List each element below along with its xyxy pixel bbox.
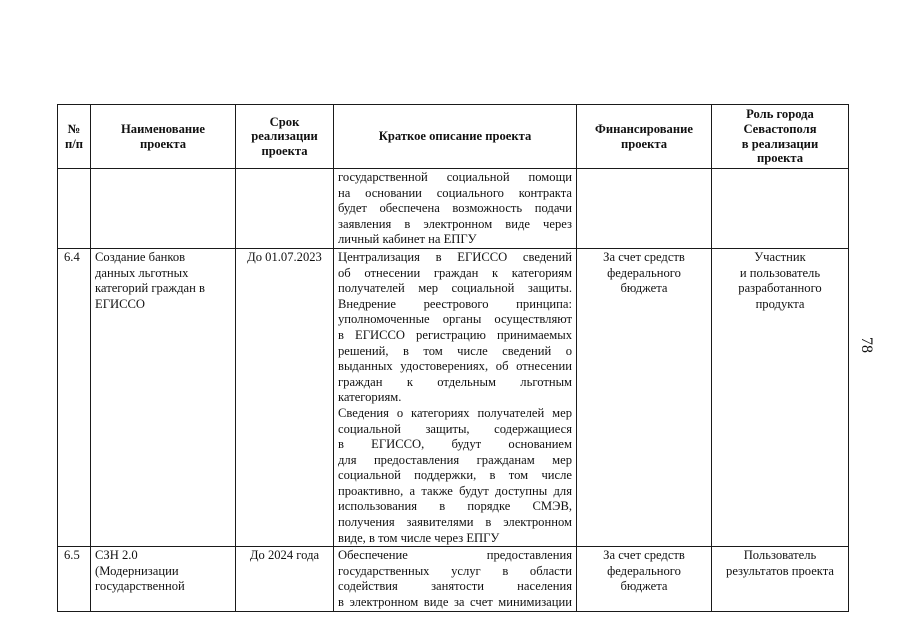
row-6-5-desc-line: Обеспечение предоставления bbox=[338, 548, 572, 563]
row-6-5-fin-line: За счет средств bbox=[603, 548, 685, 563]
row-6-4-desc-line: решений, в том числе сведений о bbox=[338, 343, 572, 358]
header-name bbox=[91, 105, 236, 169]
row-6-4-desc-line: граждан к отдельным льготным bbox=[338, 374, 572, 389]
header-desc bbox=[334, 105, 577, 169]
header-term-line3: проекта bbox=[261, 143, 308, 158]
row-6-4-desc-line: проактивно, а также будут доступны для bbox=[338, 483, 572, 498]
row-6-5-desc-line: в электронном виде за счет минимизации bbox=[338, 595, 572, 610]
cont-desc-line: на основании социального контракта bbox=[338, 185, 572, 200]
row-6-5-desc bbox=[334, 547, 577, 611]
row-6-4-desc-line: в ЕГИССО, будут основанием bbox=[338, 437, 572, 452]
header-term-line2: реализации bbox=[251, 129, 318, 144]
row-6-4-role-line: разработанного bbox=[738, 281, 822, 296]
row-6-5-name-line: (Модернизации bbox=[95, 563, 179, 578]
row-6-4-fin-line: бюджета bbox=[620, 281, 668, 296]
cont-role-cell bbox=[712, 169, 849, 249]
row-6-4-fin bbox=[577, 248, 712, 546]
cont-name-cell bbox=[91, 169, 236, 249]
row-6-4-desc-line: категориям. bbox=[338, 390, 402, 405]
row-6-5-fin-line: бюджета bbox=[620, 579, 668, 594]
header-num-line1: № bbox=[67, 121, 81, 136]
header-num bbox=[58, 105, 91, 169]
row-6-4-name bbox=[91, 248, 236, 546]
table-row-6-5 bbox=[58, 547, 849, 611]
row-6-4-desc-line: Централизация в ЕГИССО сведений bbox=[338, 249, 572, 264]
row-6-5-role-line: Пользователь bbox=[743, 548, 817, 563]
row-6-4-role-line: продукта bbox=[755, 296, 805, 311]
page-number: 78 bbox=[858, 337, 875, 353]
row-6-5-role bbox=[712, 547, 849, 611]
cont-desc-line: будет обеспечена возможность подачи bbox=[338, 201, 572, 216]
cont-desc-cell bbox=[334, 169, 577, 249]
cont-fin-cell bbox=[577, 169, 712, 249]
header-name-line2: проекта bbox=[139, 136, 187, 151]
header-name-line1: Наименование bbox=[121, 121, 205, 136]
row-6-5-name-line: СЗН 2.0 bbox=[95, 548, 138, 563]
header-term bbox=[236, 105, 334, 169]
header-role bbox=[712, 105, 849, 169]
row-6-4-desc-line: Внедрение реестрового принципа: bbox=[338, 296, 572, 311]
header-fin-line1: Финансирование bbox=[595, 121, 693, 136]
cont-desc-line: личный кабинет на ЕПГУ bbox=[338, 232, 477, 247]
header-fin bbox=[577, 105, 712, 169]
row-6-4-desc-line: получателей мер социальной защиты. bbox=[338, 281, 572, 296]
header-desc-text: Краткое описание проекта bbox=[378, 129, 532, 144]
cont-desc-line: государственной социальной помощи bbox=[338, 170, 572, 184]
row-6-4-fin-line: За счет средств bbox=[603, 249, 685, 264]
header-role-line4: проекта bbox=[756, 151, 804, 166]
cont-num-cell bbox=[58, 169, 91, 249]
header-fin-line2: проекта bbox=[620, 136, 668, 151]
row-6-4-desc-line: виде, в том числе через ЕПГУ bbox=[338, 530, 500, 545]
row-6-4-num: 6.4 bbox=[58, 248, 91, 546]
row-6-4-desc-line: выданных удостоверениях, об отнесении bbox=[338, 359, 572, 374]
row-6-4-name-line: данных льготных bbox=[95, 265, 189, 280]
cont-desc-line: заявления в электронном виде через bbox=[338, 216, 572, 231]
row-6-4-role bbox=[712, 248, 849, 546]
header-role-line1: Роль города bbox=[746, 107, 814, 122]
row-6-5-term: До 2024 года bbox=[236, 547, 334, 611]
row-6-4-role-line: Участник bbox=[754, 249, 806, 264]
row-6-4-desc-line: Сведения о категориях получателей мер bbox=[338, 405, 572, 420]
row-6-4-desc-line: в ЕГИССО регистрацию принимаемых bbox=[338, 327, 572, 342]
row-6-4-desc-line: для предоставления гражданам мер bbox=[338, 452, 572, 467]
table-row-6-4 bbox=[58, 248, 849, 546]
row-6-5-num: 6.5 bbox=[58, 547, 91, 611]
row-6-4-term: До 01.07.2023 bbox=[236, 248, 334, 546]
row-6-5-role-line: результатов проекта bbox=[726, 563, 834, 578]
header-role-line2: Севастополя bbox=[743, 121, 817, 136]
row-6-4-fin-line: федерального bbox=[607, 265, 681, 280]
row-6-4-name-line: Создание банков bbox=[95, 249, 186, 264]
row-6-5-desc-line: содействия занятости населения bbox=[338, 579, 572, 594]
table-header bbox=[58, 105, 849, 169]
row-6-4-role-line: и пользователь bbox=[739, 265, 821, 280]
row-6-5-name bbox=[91, 547, 236, 611]
row-6-4-desc-line: использования в порядке СМЭВ, bbox=[338, 499, 572, 514]
row-6-5-name-line: государственной bbox=[95, 579, 185, 594]
row-6-4-desc-line: об отнесении граждан к категориям bbox=[338, 265, 572, 280]
row-6-5-fin bbox=[577, 547, 712, 611]
row-6-5-desc-line: государственных услуг в области bbox=[338, 563, 572, 578]
row-6-4-desc bbox=[334, 248, 577, 546]
header-term-line1: Срок bbox=[269, 114, 300, 129]
header-num-line2: п/п bbox=[64, 136, 83, 151]
row-6-5-fin-line: федерального bbox=[607, 563, 681, 578]
table-row-continuation bbox=[58, 169, 849, 249]
projects-table bbox=[57, 104, 849, 612]
row-6-4-name-line: ЕГИССО bbox=[95, 296, 145, 311]
row-6-4-name-line: категорий граждан в bbox=[95, 281, 205, 296]
row-6-4-desc-line: получения заявителями в электронном bbox=[338, 515, 572, 530]
header-role-line3: в реализации bbox=[741, 136, 819, 151]
row-6-4-desc-line: уполномоченные органы осуществляют bbox=[338, 312, 572, 327]
row-6-4-desc-line: социальной поддержки, в том числе bbox=[338, 468, 572, 483]
cont-term-cell bbox=[236, 169, 334, 249]
row-6-4-desc-line: социальной защиты, содержащиеся bbox=[338, 421, 572, 436]
